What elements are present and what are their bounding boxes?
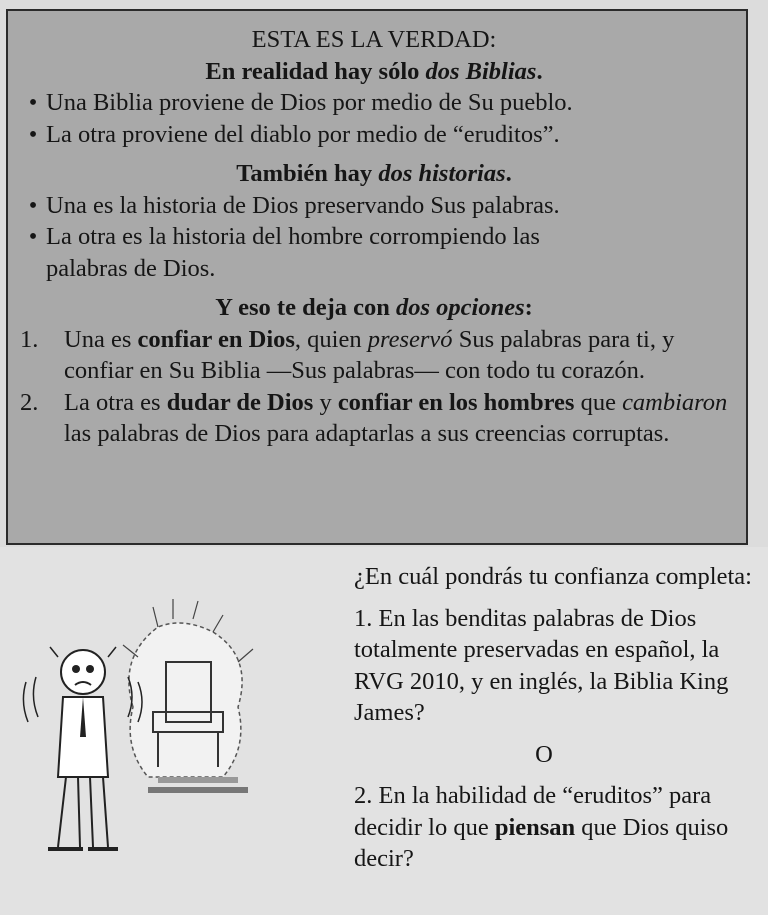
question-or: O xyxy=(535,740,553,768)
bullet-item: • La otra es la historia del hombre corrompiendo las palabras de Dios. xyxy=(28,223,540,282)
bullet-item: • Una es la historia de Dios preservando Sus palabras. xyxy=(28,191,560,219)
section-title-options: Y eso te deja con dos opciones: xyxy=(215,294,533,321)
question-option-1: 1. En las benditas palabras de Dios totalmente preservadas en español, la RVG 2010, y en inglés, la Biblia King James? xyxy=(354,604,729,726)
question-block xyxy=(354,561,754,885)
option-item: 1. Una es confiar en Dios, quien preservó Sus palabras para ti, y confiar en Su Biblia —Sus palabras— con todo tu corazón. xyxy=(20,325,675,384)
question-intro: ¿En cuál pondrás tu confianza completa: xyxy=(354,563,752,590)
box-heading: ESTA ES LA VERDAD: xyxy=(251,26,497,53)
cartoon-illustration xyxy=(8,587,338,887)
bullet-item: • Una Biblia proviene de Dios por medio de Su pueblo. xyxy=(28,89,573,116)
question-option-2: 2. En la habilidad de “eruditos” para decidir lo que piensan que Dios quiso decir? xyxy=(354,782,729,872)
section-title-histories: También hay dos historias. xyxy=(236,160,512,187)
section-title-bibles: En realidad hay sólo dos Biblias. xyxy=(205,57,543,85)
lower-section xyxy=(0,547,768,915)
truth-box xyxy=(6,9,748,545)
bullet-item: • La otra proviene del diablo por medio de “eruditos”. xyxy=(28,120,560,148)
option-item: 2. La otra es dudar de Dios y confiar en los hombres que cambiaron las palabras de Dios para adaptarlas a sus creencias corruptas. xyxy=(20,388,728,447)
